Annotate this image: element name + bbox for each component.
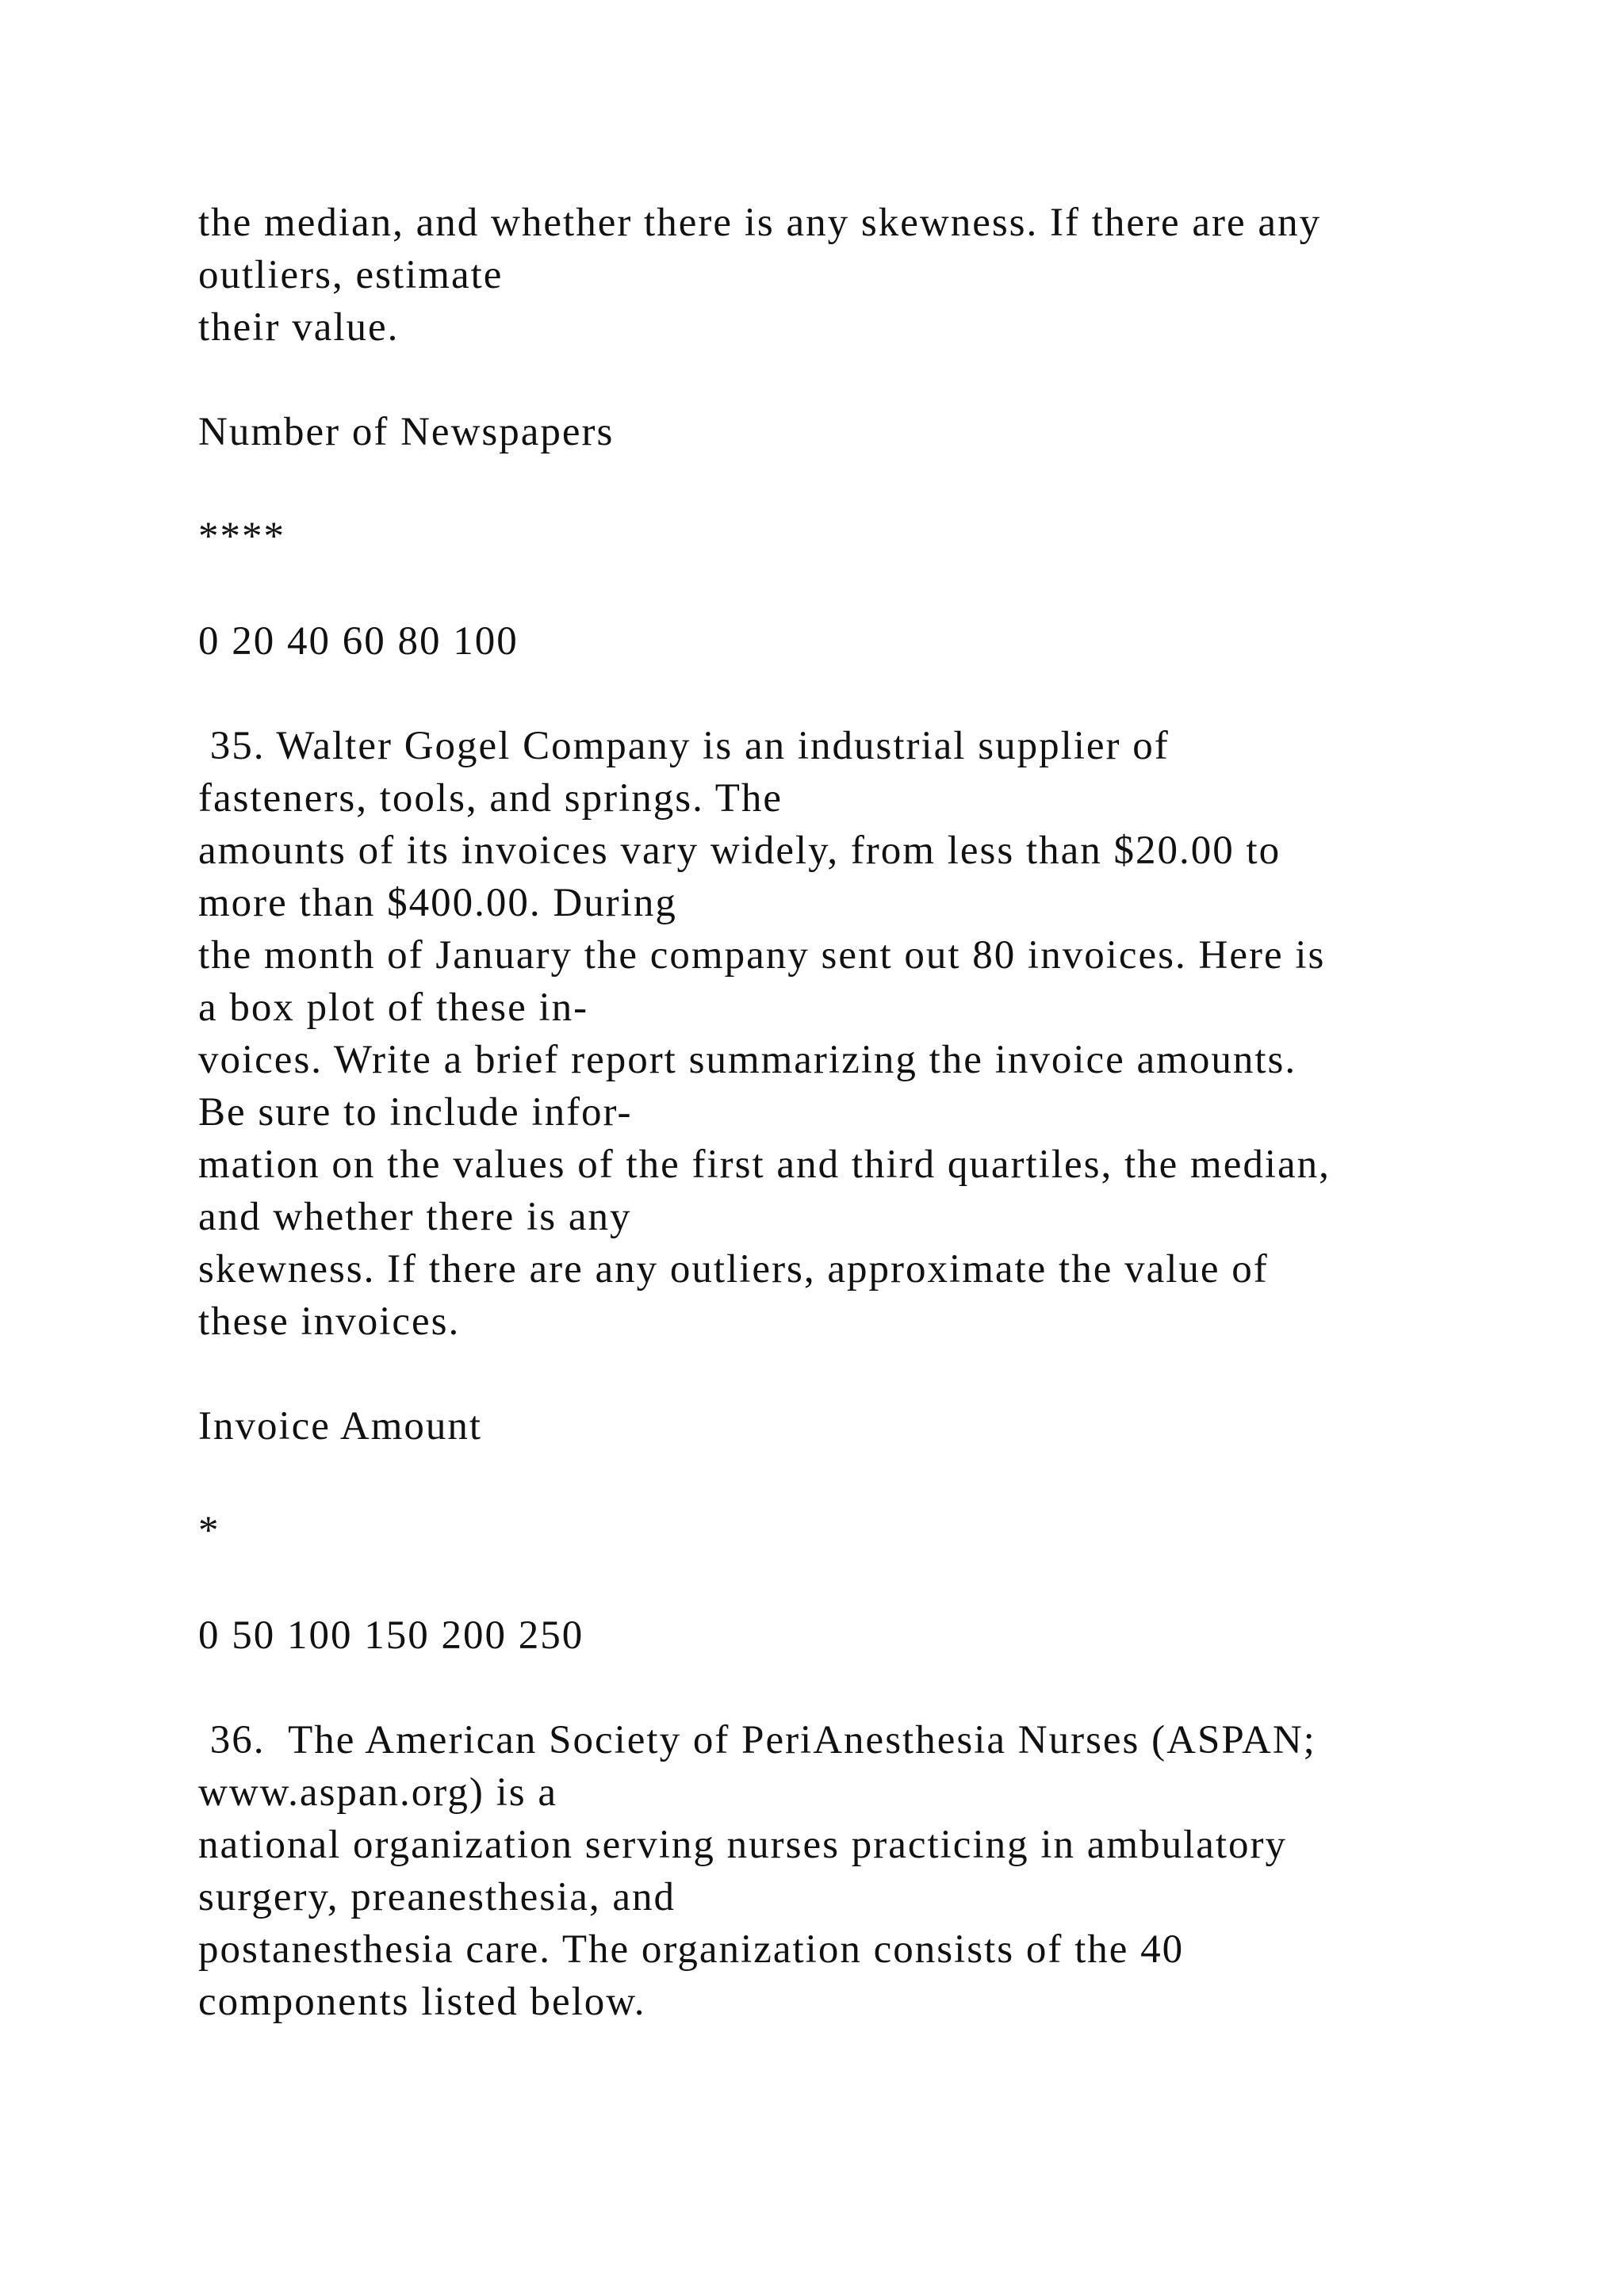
spacer [198,668,1507,720]
axis-ticks-newspapers: 0 20 40 60 80 100 [198,619,519,664]
problem-35-line: fasteners, tools, and springs. The [198,776,783,821]
problem-35-line: skewness. If there are any outliers, approximate the value of [198,1247,1269,1292]
figure-label-newspapers: Number of Newspapers [198,410,615,454]
problem-35-line: mation on the values of the first and third quartiles, the median, [198,1142,1331,1187]
problem-36-line: national organization serving nurses practicing in ambulatory [198,1823,1288,1867]
text-line: the median, and whether there is any skewness. If there are any [198,201,1322,245]
problem-35-line: and whether there is any [198,1195,632,1239]
axis-ticks-invoice: 0 50 100 150 200 250 [198,1613,584,1658]
spacer [198,1662,1507,1714]
problem-36-line: www.aspan.org) is a [198,1770,557,1815]
problem-35-line: 35. Walter Gogel Company is an industrial supplier of [198,724,1170,768]
problem-35-line: the month of January the company sent out 80 invoices. Here is [198,933,1326,978]
figure-label-invoice: Invoice Amount [198,1404,483,1448]
outlier-marks-newspapers: **** [198,515,285,559]
problem-36-line: surgery, preanesthesia, and [198,1875,676,1919]
spacer [198,1348,1507,1400]
spacer [198,563,1507,615]
problem-36-line: 36. The American Society of PeriAnesthesia Nurses (ASPAN; [198,1718,1316,1762]
problem-36-line: postanesthesia care. The organization consists of the 40 [198,1927,1185,1972]
text-line: their value. [198,305,400,350]
spacer [198,458,1507,511]
problem-35-line: Be sure to include infor- [198,1090,633,1135]
problem-35-line: a box plot of these in- [198,985,589,1030]
outlier-marks-invoice: * [198,1509,220,1553]
text-line: outliers, estimate [198,253,504,297]
problem-35-line: voices. Write a brief report summarizing the invoice amounts. [198,1038,1297,1082]
problem-36-line: components listed below. [198,1980,646,2024]
spacer [198,1452,1507,1505]
problem-35-line: more than $400.00. During [198,881,677,925]
problem-35-line: amounts of its invoices vary widely, from less than $20.00 to [198,828,1281,873]
document-page [198,197,1507,2028]
spacer [198,1557,1507,1609]
problem-35-line: these invoices. [198,1299,461,1344]
spacer [198,354,1507,406]
